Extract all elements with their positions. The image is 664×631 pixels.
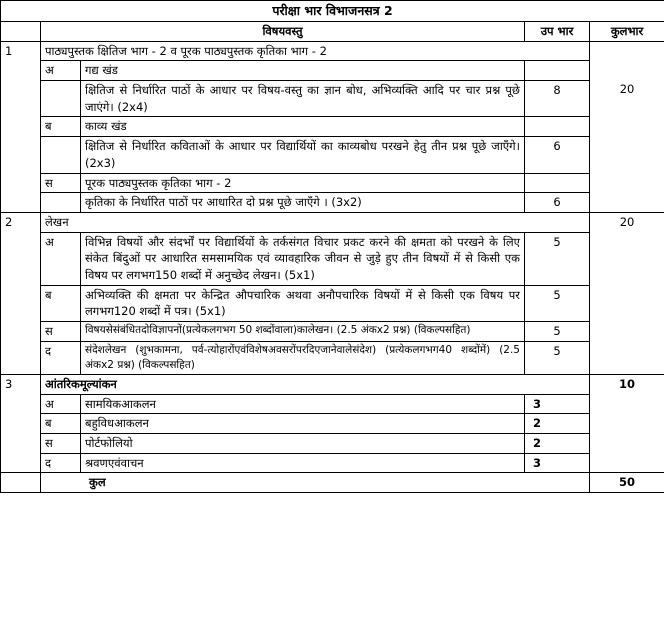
section-total-value: 20 — [619, 81, 635, 96]
table-row — [1, 434, 664, 454]
item-marks: 5 — [525, 341, 590, 374]
section-title: आंतरिकमूल्यांकन — [41, 374, 590, 394]
item-marks-empty — [525, 173, 590, 193]
item-letter: द — [41, 341, 81, 374]
header-row — [1, 22, 664, 42]
item-description: विभिन्न विषयों और संदर्भों पर विद्यार्थियों के तर्कसंगत विचार प्रकट करने की क्षमता को परखने के लिए संकेत बिंदुओं पर आधारित समसामयिक एवं व्यावहारिक जीवन से जुड़े हुए तीन विषयों में से किसी एक विषय पर लगभग150 शब्दों में अनुच्छेद लेखन। (5x1) — [81, 232, 525, 285]
header-empty — [1, 22, 41, 42]
table-row — [1, 285, 664, 321]
item-marks: 3 — [525, 453, 590, 473]
item-description: विषयसेसंबंधितदोविज्ञापनों(प्रत्येकलगभग 50 शब्दोंवाला)कालेखन। (2.5 अंकx2 प्रश्न) (विकल्पसहित) — [81, 321, 525, 341]
header-sub-marks: उप भार — [525, 22, 590, 42]
table-row — [1, 394, 664, 414]
table-row — [1, 374, 664, 394]
item-letter: स — [41, 321, 81, 341]
item-letter: ब — [41, 285, 81, 321]
item-marks: 5 — [525, 285, 590, 321]
item-letter-empty — [41, 193, 81, 213]
table-row — [1, 414, 664, 434]
table-row — [1, 212, 664, 232]
table-row — [1, 41, 664, 61]
section-total — [590, 212, 664, 374]
header-content: विषयवस्तु — [41, 22, 525, 42]
item-description: संदेशलेखन (शुभकामना, पर्व-त्योहारोंएवंविशेषअवसरोंपरदिएजानेवालेसंदेश) (प्रत्येकलगभग40 शब्दोंमें) (2.5 अंकx2 प्रश्न) (विकल्पसहित) — [81, 341, 525, 374]
item-marks: 8 — [525, 81, 590, 117]
grand-total-row — [1, 473, 664, 493]
item-description: अभिव्यक्ति की क्षमता पर केन्द्रित औपचारिक अथवा अनौपचारिक विषयों में से किसी एक विषय पर लगभग120 शब्दों में पत्र। (5x1) — [81, 285, 525, 321]
item-label: पोर्टफोलियो — [81, 434, 525, 454]
grand-total-empty — [1, 473, 41, 493]
table-row — [1, 232, 664, 285]
item-marks: 6 — [525, 193, 590, 213]
item-marks: 2 — [525, 414, 590, 434]
item-label: श्रवणएवंवाचन — [81, 453, 525, 473]
item-marks: 3 — [525, 394, 590, 414]
item-label: गद्य खंड — [81, 61, 525, 81]
item-description: क्षितिज से निर्धारित पाठों के आधार पर विषय-वस्तु का ज्ञान बोध, अभिव्यक्ति आदि पर चार प्रश्न पूछे जाएंगे। (2x4) — [81, 81, 525, 117]
item-description: क्षितिज से निर्धारित कविताओं के आधार पर विद्यार्थियों का काव्यबोध परखने हेतु तीन प्रश्न पूछे जाएँगे। (2x3) — [81, 137, 525, 173]
grand-total-label: कुल — [41, 473, 590, 493]
item-label: बहुविधआकलन — [81, 414, 525, 434]
item-letter: स — [41, 434, 81, 454]
section-number: 2 — [1, 212, 41, 374]
section-total — [590, 41, 664, 212]
section-title: पाठ्यपुस्तक क्षितिज भाग - 2 व पूरक पाठ्यपुस्तक कृतिका भाग - 2 — [41, 41, 590, 61]
item-marks-empty — [525, 117, 590, 137]
table-row — [1, 173, 664, 193]
item-letter: ब — [41, 117, 81, 137]
item-description: कृतिका के निर्धारित पाठों पर आधारित दो प्रश्न पूछे जाएँगे । (3x2) — [81, 193, 525, 213]
section-number: 3 — [1, 374, 41, 472]
table-row — [1, 321, 664, 341]
item-marks: 5 — [525, 321, 590, 341]
table-title: परीक्षा भार विभाजनसत्र 2 — [1, 1, 664, 22]
item-letter: स — [41, 173, 81, 193]
item-letter: ब — [41, 414, 81, 434]
item-marks-empty — [525, 61, 590, 81]
item-letter: द — [41, 453, 81, 473]
table-row — [1, 117, 664, 137]
section-number: 1 — [1, 41, 41, 212]
table-row — [1, 137, 664, 173]
item-label: सामयिकआकलन — [81, 394, 525, 414]
section-total — [590, 374, 664, 472]
item-marks: 5 — [525, 232, 590, 285]
section-total-value: 10 — [619, 376, 636, 391]
table-title-row — [1, 1, 664, 22]
item-label: काव्य खंड — [81, 117, 525, 137]
section-total-value: 20 — [619, 214, 635, 229]
item-label: पूरक पाठ्यपुस्तक कृतिका भाग - 2 — [81, 173, 525, 193]
item-marks: 6 — [525, 137, 590, 173]
item-letter: अ — [41, 61, 81, 81]
item-letter: अ — [41, 232, 81, 285]
item-marks: 2 — [525, 434, 590, 454]
table-row — [1, 341, 664, 374]
table-row — [1, 81, 664, 117]
item-letter-empty — [41, 137, 81, 173]
header-total-marks: कुलभार — [590, 22, 664, 42]
table-row — [1, 61, 664, 81]
grand-total-value: 50 — [590, 473, 664, 493]
item-letter-empty — [41, 81, 81, 117]
table-row — [1, 453, 664, 473]
table-row — [1, 193, 664, 213]
section-title: लेखन — [41, 212, 590, 232]
item-letter: अ — [41, 394, 81, 414]
